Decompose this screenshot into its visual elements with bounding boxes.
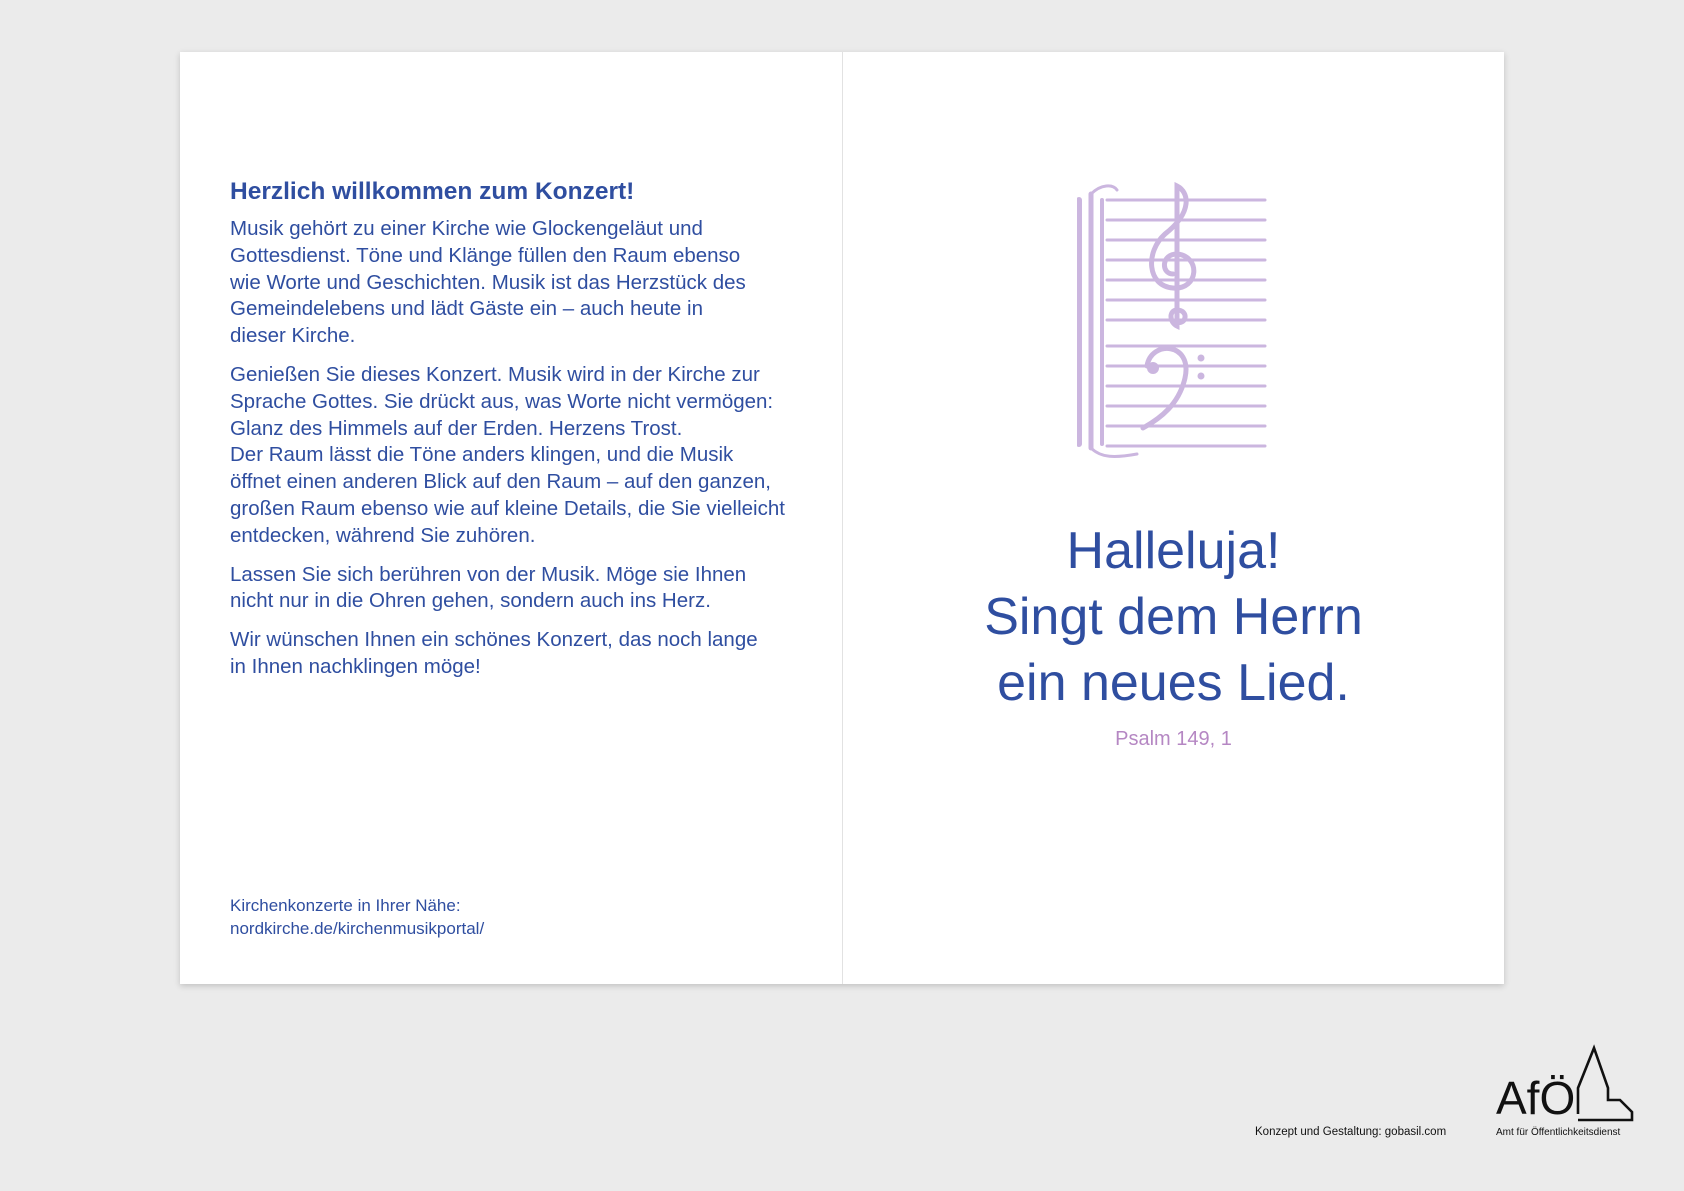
paragraph: Lassen Sie sich berühren von der Musik. Möge sie Ihnen nicht nur in die Ohren gehen, sondern auch ins Herz. [230, 562, 747, 613]
logo-caption: Amt für Öffentlichkeitsdienst [1496, 1127, 1621, 1138]
leaflet-spread [180, 52, 1504, 984]
paragraph: Musik gehört zu einer Kirche wie Glockengeläut und Gottesdienst. Töne und Klänge füllen den Raum ebenso wie Worte und Geschichten. Musik ist das Herzstück des Gemeindelebens und lädt Gäste ein – auch heute in dieser Kirche. [230, 217, 746, 348]
quote-line: Halleluja! [1066, 522, 1281, 580]
kirchenmusikportal-link[interactable]: nordkirche.de/kirchenmusikportal/ [230, 919, 485, 938]
left-page [180, 52, 842, 984]
right-page [843, 52, 1504, 984]
design-credit: Konzept und Gestaltung: gobasil.com [1255, 1126, 1447, 1138]
paragraph: Genießen Sie dieses Konzert. Musik wird in der Kirche zur Sprache Gottes. Sie drückt aus, was Worte nicht vermögen: Glanz des Himmels auf der Erden. Herzens Trost. Der Raum lässt die Töne anders klingen, und die Musik öffnet einen anderen Blick auf den Raum – auf den ganzen, großen Raum ebenso wie auf kleine Details, die Sie vielleicht entdecken, während Sie zuhören. [230, 362, 785, 547]
paragraph: Wir wünschen Ihnen ein schönes Konzert, das noch lange in Ihnen nachklingen möge! [230, 628, 758, 678]
welcome-heading: Herzlich willkommen zum Konzert! [230, 178, 635, 205]
afoe-logo [1494, 1044, 1634, 1124]
quote-source: Psalm 149, 1 [1115, 728, 1232, 750]
psalm-quote [843, 518, 1504, 716]
concert-links [230, 894, 484, 940]
concert-links-label: Kirchenkonzerte in Ihrer Nähe: [230, 896, 461, 915]
logo-wordmark: AfÖ [1496, 1072, 1576, 1124]
quote-line: Singt dem Herrn [984, 588, 1363, 646]
welcome-text [230, 216, 810, 693]
quote-line: ein neues Lied. [997, 654, 1350, 712]
grand-staff-icon [1077, 182, 1267, 462]
